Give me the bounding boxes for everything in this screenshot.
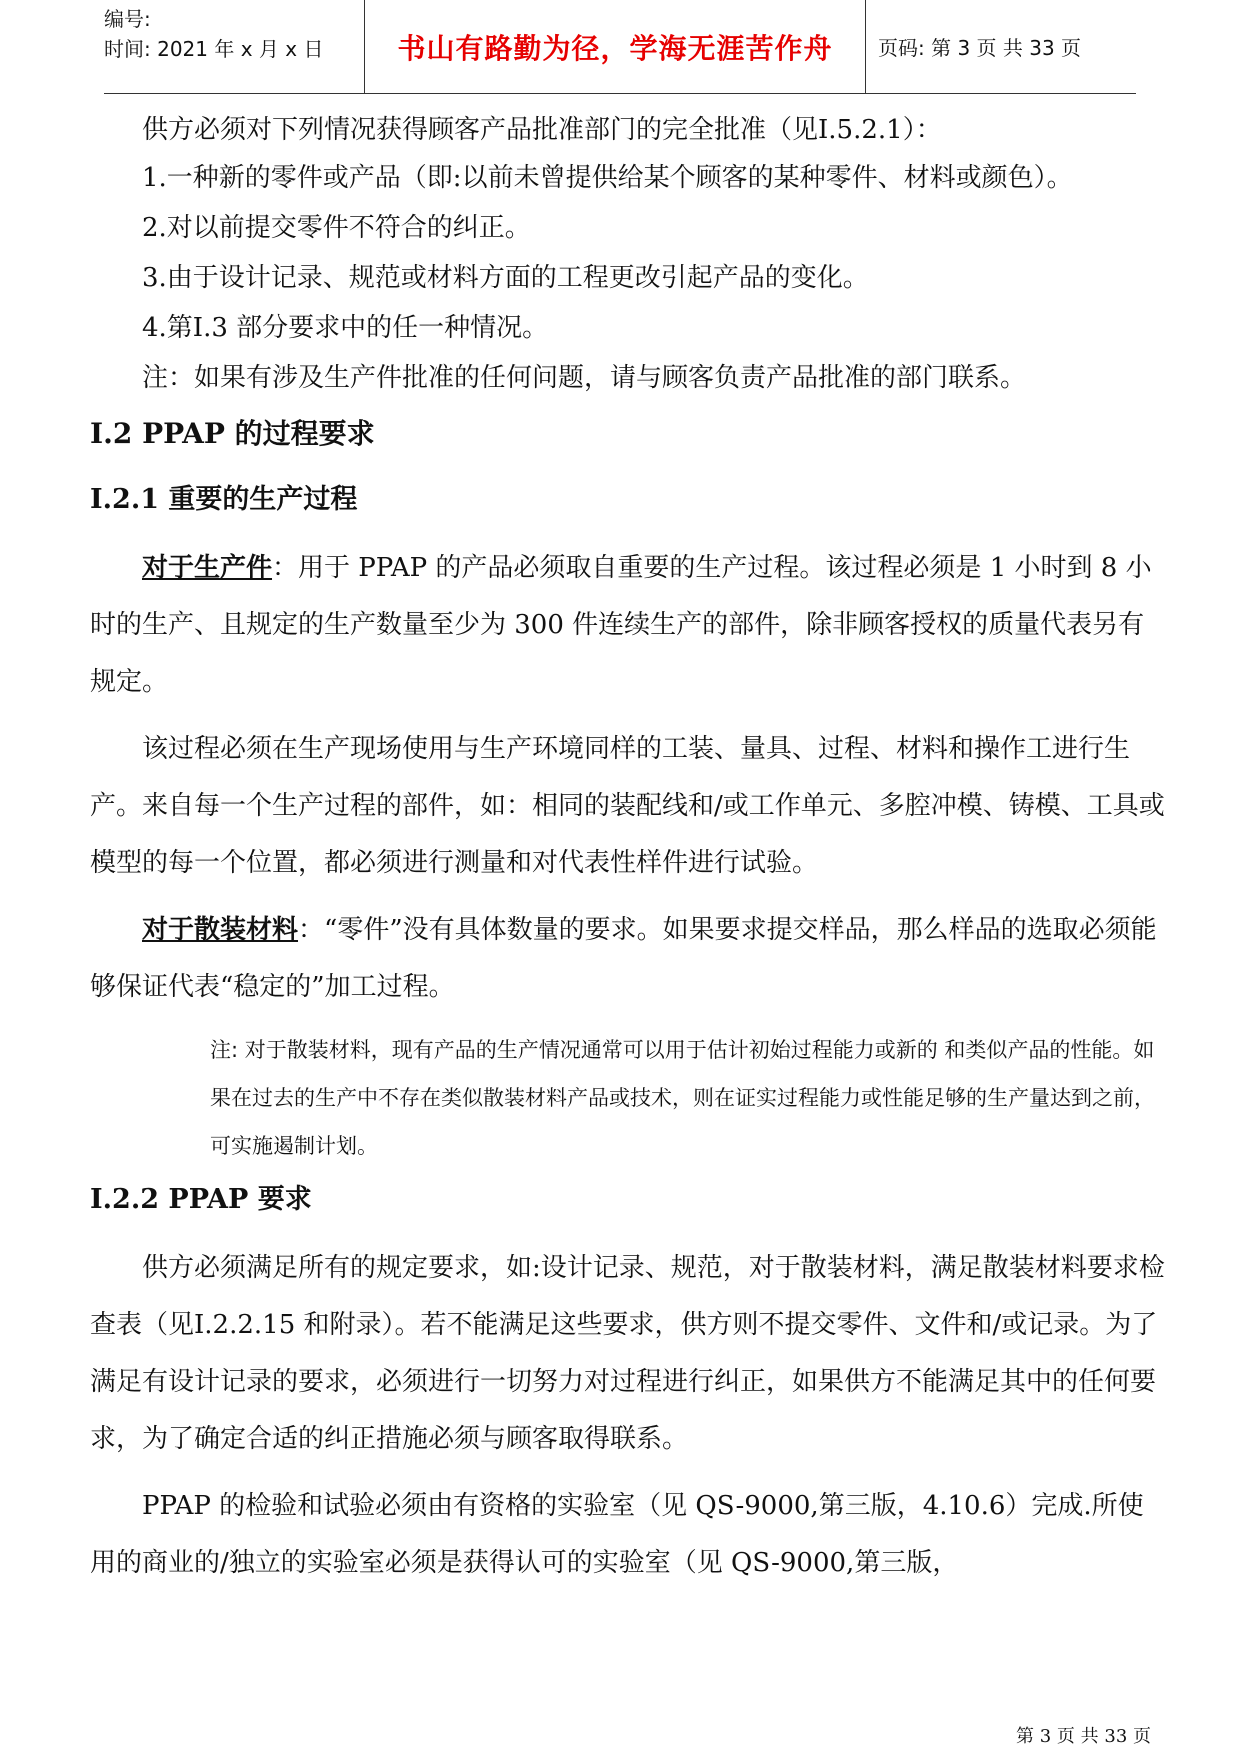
header-left-cell (104, 0, 364, 93)
production-parts-label: 对于生产件 (142, 553, 273, 583)
bulk-materials-label: 对于散装材料 (142, 915, 299, 945)
bulk-materials-text: “零件”没有具体数量的要求。如果要求提交样品，那么样品的选取必须能够保证代表“稳定的”加工过程。 (90, 915, 1157, 1002)
header-number-label: 编号: (104, 7, 151, 31)
section-heading-1-2: Ⅰ.2 PPAP 的过程要求 (90, 417, 375, 450)
intro-item-3: 3.由于设计记录、规范或材料方面的工程更改引起产品的变化。 (142, 263, 869, 293)
paragraph-bulk-materials (90, 902, 1165, 1016)
header-time-label: 时间: 2021 年 x 月 x 日 (104, 37, 324, 61)
production-parts-text: 用于 PPAP 的产品必须取自重要的生产过程。该过程必须是 1 小时到 8 小时的生产、且规定的生产数量至少为 300 件连续生产的部件，除非顾客授权的质量代表另有规定。 (90, 553, 1152, 697)
document-body (90, 112, 1165, 1602)
paragraph-production-parts (90, 540, 1165, 711)
header-motto: 书山有路勤为径，学海无涯苦作舟 (364, 0, 866, 93)
header-page-label: 页码: 第 3 页 共 33 页 (878, 36, 1082, 60)
paragraph-ppap-requirements: 供方必须满足所有的规定要求，如:设计记录、规范，对于散装材料，满足散装材料要求检查表（见Ⅰ.2.2.15 和附录）。若不能满足这些要求，供方则不提交零件、文件和/或记录。为了满足有设计记录的要求，必须进行一切努力对过程进行纠正，如果供方不能满足其中的任何要求，为了确定合适的纠正措施必须与顾客取得联系。 (90, 1253, 1165, 1454)
intro-lead: 供方必须对下列情况获得顾客产品批准部门的完全批准（见Ⅰ.5.2.1）： (142, 115, 942, 145)
paragraph-laboratory: PPAP 的检验和试验必须由有资格的实验室（见 QS-9000,第三版，4.10.6）完成.所使用的商业的/独立的实验室必须是获得认可的实验室（见 QS-9000,第三版， (90, 1491, 1144, 1578)
page-header (104, 0, 1136, 94)
intro-item-2: 2.对以前提交零件不符合的纠正。 (142, 213, 531, 243)
intro-note: 注：如果有涉及生产件批准的任何问题，请与顾客负责产品批准的部门联系。 (142, 363, 1027, 393)
page-footer: 第 3 页 共 33 页 (1016, 1726, 1151, 1747)
intro-item-4: 4.第Ⅰ.3 部分要求中的任一种情况。 (142, 313, 549, 343)
production-parts-colon: ： (272, 553, 299, 583)
bulk-materials-note: 注: 对于散装材料，现有产品的生产情况通常可以用于估计初始过程能力或新的 和类似产品的性能。如果在过去的生产中不存在类似散装材料产品或技术，则在证实过程能力或性能足够的生产量达到之前，可实施遏制计划。 (210, 1038, 1155, 1158)
section-heading-1-2-2: Ⅰ.2.2 PPAP 要求 (90, 1184, 312, 1215)
paragraph-process-requirements: 该过程必须在生产现场使用与生产环境同样的工装、量具、过程、材料和操作工进行生产。来自每一个生产过程的部件，如：相同的装配线和/或工作单元、多腔冲模、铸模、工具或模型的每一个位置，都必须进行测量和对代表性样件进行试验。 (90, 734, 1165, 878)
section-heading-1-2-1: Ⅰ.2.1 重要的生产过程 (90, 484, 358, 515)
bulk-materials-colon: ： (298, 915, 325, 945)
intro-item-1: 1.一种新的零件或产品（即:以前未曾提供给某个顾客的某种零件、材料或颜色）。 (142, 163, 1073, 193)
